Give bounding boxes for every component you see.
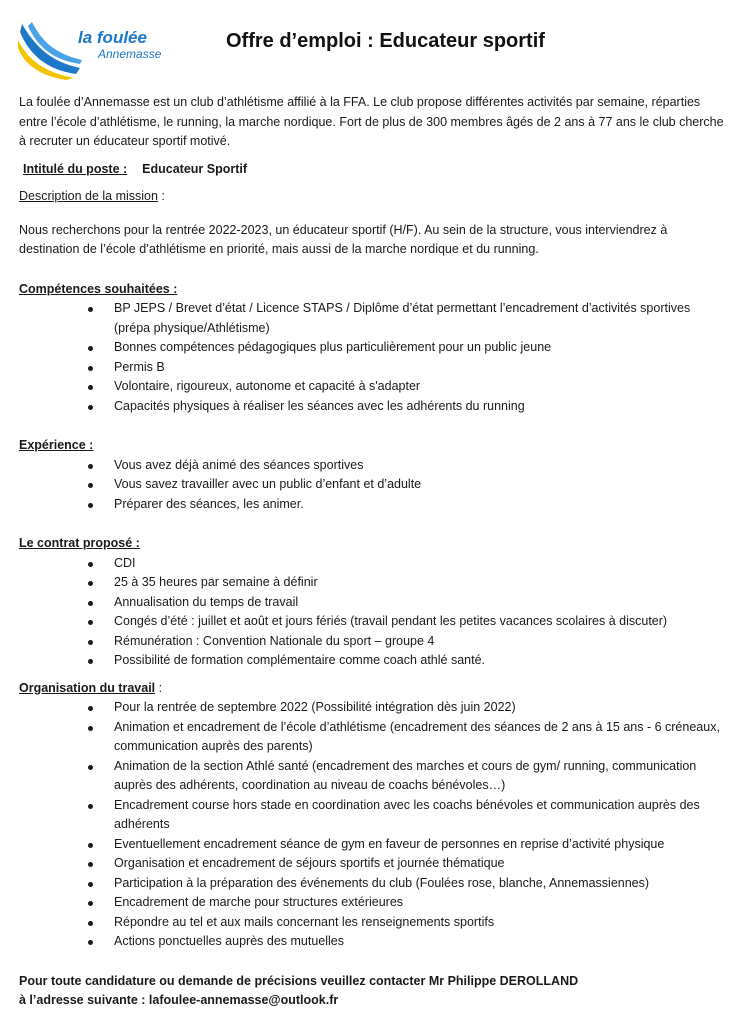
list-item: Volontaire, rigoureux, autonome et capacité à s'adapter <box>114 377 727 397</box>
competences-list <box>19 299 727 416</box>
list-item: Possibilité de formation complémentaire comme coach athlé santé. <box>114 651 727 671</box>
logo-name: la foulée <box>78 28 147 47</box>
experience-heading: Expérience : <box>19 438 94 452</box>
list-item: Vous savez travailler avec un public d’enfant et d’adulte <box>114 475 727 495</box>
list-item: Permis B <box>114 358 727 378</box>
list-item: Bonnes compétences pédagogiques plus particulièrement pour un public jeune <box>114 338 727 358</box>
list-item: Organisation et encadrement de séjours sportifs et journée thématique <box>114 854 727 874</box>
logo-subtitle: Annemasse <box>98 47 162 61</box>
document-body <box>19 93 727 1011</box>
list-item: Animation de la section Athlé santé (encadrement des marches et cours de gym/ running, communication auprès des adhérents, coordination au niveau de coachs bénévoles…) <box>114 757 727 796</box>
poste-value: Educateur Sportif <box>142 161 248 176</box>
experience-list <box>19 456 727 515</box>
page-title: Offre d’emploi : Educateur sportif <box>226 30 545 52</box>
list-item: Participation à la préparation des événements du club (Foulées rose, blanche, Annemassiennes) <box>114 874 727 894</box>
contrat-list <box>19 554 727 671</box>
competences-heading: Compétences souhaitées : <box>19 281 178 296</box>
poste-label: Intitulé du poste : <box>23 161 128 176</box>
club-logo <box>18 18 188 80</box>
list-item: Annualisation du temps de travail <box>114 593 727 613</box>
list-item: 25 à 35 heures par semaine à définir <box>114 573 727 593</box>
contrat-heading: Le contrat proposé : <box>19 536 140 550</box>
mission-heading-suffix: : <box>157 189 165 203</box>
list-item: Eventuellement encadrement séance de gym en faveur de personnes en reprise d’activité physique <box>114 835 727 855</box>
list-item: Répondre au tel et aux mails concernant les renseignements sportifs <box>114 913 727 933</box>
list-item: CDI <box>114 554 727 574</box>
list-item: Préparer des séances, les animer. <box>114 495 727 515</box>
mission-heading-line <box>19 187 727 207</box>
list-item: Rémunération : Convention Nationale du sport – groupe 4 <box>114 632 727 652</box>
organisation-heading-suffix: : <box>155 680 163 695</box>
list-item: Capacités physiques à réaliser les séances avec les adhérents du running <box>114 397 727 417</box>
list-item: Encadrement course hors stade en coordination avec les coachs bénévoles et communication auprès des adhérents <box>114 796 727 835</box>
contact-line-2: à l’adresse suivante : lafoulee-annemasse@outlook.fr <box>19 993 339 1007</box>
mission-heading: Description de la mission <box>19 189 158 203</box>
list-item: Animation et encadrement de l’école d’athlétisme (encadrement des séances de 2 ans à 15 ans - 6 créneaux, communication auprès des parents) <box>114 718 727 757</box>
mission-text: Nous recherchons pour la rentrée 2022-2023, un éducateur sportif (H/F). Au sein de la structure, vous interviendrez à destination de l’école d’athlétisme en priorité, mais aussi de la marche nordique et du running. <box>19 222 668 256</box>
list-item: Actions ponctuelles auprès des mutuelles <box>114 932 727 952</box>
poste-line <box>19 160 727 180</box>
intro-paragraph: La foulée d’Annemasse est un club d’athlétisme affilié à la FFA. Le club propose différentes activités par semaine, réparties entre l’école d’athlétisme, le running, la marche nordique. Fort de plus de 300 membres âgés de 2 ans à 77 ans le club cherche à recruter un éducateur sportif motivé. <box>19 95 724 148</box>
list-item: Encadrement de marche pour structures extérieures <box>114 893 727 913</box>
list-item: Vous avez déjà animé des séances sportives <box>114 456 727 476</box>
list-item: BP JEPS / Brevet d’état / Licence STAPS / Diplôme d’état permettant l’encadrement d’activités sportives (prépa physique/Athlétisme) <box>114 299 727 338</box>
organisation-list <box>19 698 727 952</box>
contact-line-1: Pour toute candidature ou demande de précisions veuillez contacter Mr Philippe DEROLLAND <box>19 973 579 988</box>
list-item: Pour la rentrée de septembre 2022 (Possibilité intégration dès juin 2022) <box>114 698 727 718</box>
list-item: Congés d’été : juillet et août et jours fériés (travail pendant les petites vacances scolaires à discuter) <box>114 612 727 632</box>
organisation-heading-line <box>19 679 727 699</box>
organisation-heading: Organisation du travail <box>19 680 156 695</box>
